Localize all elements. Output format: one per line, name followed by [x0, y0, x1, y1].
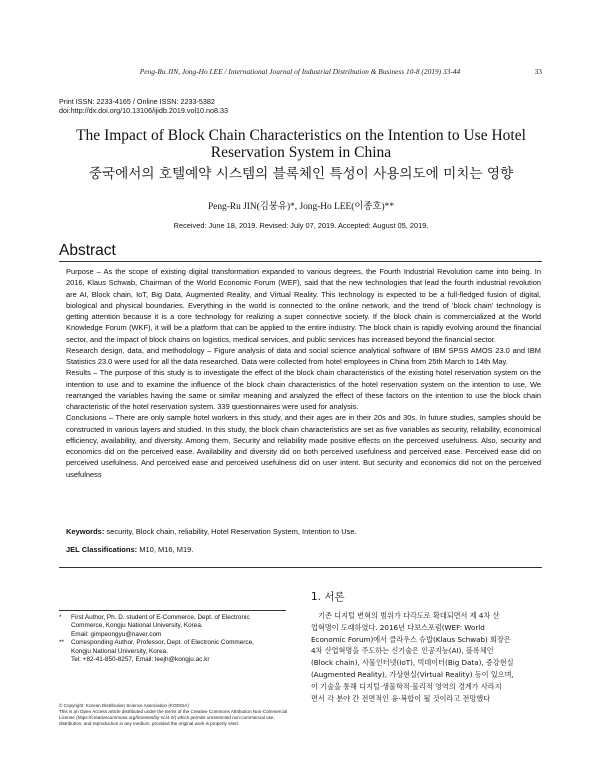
running-head	[0, 67, 600, 76]
footnote-marker: *	[59, 614, 62, 621]
body-line: Economic Forum)에서 클라우스 슈밥(Klaus Schwab) 회장은	[311, 634, 511, 644]
received-dates: Received: June 18, 2019. Revised: July 07, 2019. Accepted: August 05, 2019.	[173, 221, 429, 230]
footnote-contact: Tel: +82-41-850-8257, Email: leejh@kongju.ac.kr	[71, 656, 210, 664]
issn-line: Print ISSN: 2233-4165 / Online ISSN: 2233-5382	[59, 97, 215, 106]
body-line: (Augmented Reality), 가상현실(Virtual Reality) 등이 있으며,	[311, 669, 514, 679]
footnote-line: Commerce, Kongju National University, Korea.	[71, 622, 203, 630]
footnote-first-author	[59, 614, 289, 639]
body-line: 면서 각 분야 간 전면적인 융·복합이 될 것이라고 전망했다	[311, 693, 491, 703]
jel-classifications	[66, 545, 541, 555]
abstract-body	[66, 266, 541, 480]
body-line: (Block chain), 사물인터넷(IoT), 빅데이터(Big Data), 증강현실	[311, 658, 514, 668]
footnote-corresponding-author	[59, 639, 289, 664]
body-line: 기존 디지털 변혁의 범위가 다각도로 확대되면서 제 4차 산	[311, 611, 500, 620]
license-text: This is an Open Access article distributed under the terms of the Creative Commons Attribution Non-Commercial License (https://creativecommons.org/licenses/by-nc/4.0/) which permits unrestricted non-commercial use, distribution, and reproduction in any medium, provided the original work is properly cited.	[59, 709, 288, 727]
body-line: 4차 산업혁명을 주도하는 신기술은 인공지능(AI), 블록체인	[311, 646, 494, 656]
abstract-method: Research design, data, and methodology – Figure analysis of data and social science analytical software of IBM SPSS AMOS 23.0 and IBM Statistics 23.0 were used for all the data researched. Data were collected from hotel employees in China from 25th March to 14th May.	[66, 345, 541, 366]
copyright-notice	[59, 703, 291, 727]
keywords-text: security, Block chain, reliability, Hotel Reservation System, Intention to Use.	[104, 527, 357, 536]
footnote-line: Corresponding Author, Professor, Dept. of Electronic Commerce,	[71, 639, 254, 647]
footnote-email: Email: gimpeongyu@naver.com	[71, 630, 162, 638]
footnotes	[59, 614, 289, 664]
section-heading: 1. 서론	[311, 591, 345, 603]
abstract-purpose: Purpose – As the scope of existing digital transformation expanded to various degrees, the Fourth Industrial Revolution came into being. In 2016, Klaus Schwab, Chairman of the World Economic Forum (WEF), said that the new technologies that lead the fourth industrial revolution are AI, Block chain, IoT, Big Data, Augmented Reality, and Virtual Reality. This technology is expected to be a full-fledged fusion of digital, biological and physical boundaries. Everything in the world is connected to the online network, and the trend of 'block chain' technology is getting attention because it is a core technology for realizing a super connective society. If the block chain is commercialized at the World Knowledge Forum (WKF), it will be a platform that can be applied to the entire industry. The block chain is rapidly evolving around the financial sector, and the impact of block chains on logistics, medical services, and public services has increased beyond the financial sector.	[66, 267, 541, 344]
authors-line: Peng-Ru JIN(김붕유)*, Jong-Ho LEE(이종호)**	[207, 202, 395, 212]
title-korean: 중국에서의 호텔예약 시스템의 블록체인 특성이 사용의도에 미치는 영향	[88, 166, 514, 182]
footnote-line: First Author, Ph. D. student of E-Commerce, Dept. of Electronic	[71, 614, 250, 621]
body-line: 이 기술을 통해 디지털·생물학적·물리적 영역의 경계가 사라지	[311, 681, 502, 691]
abstract-bottom-rule	[59, 567, 542, 568]
doi-line: doi:http://dx.doi.org/10.13106/ijidb.2019.vol10.no8.33	[59, 106, 229, 115]
abstract-conclusions: Conclusions – There are only sample hotel workers in this study, and their ages are in their 20s and 30s. In future studies, samples should be constructed in various layers and studied. In this study, the block chain characteristics are set as five variables as security, reliability, economical efficiency, availability, and diversity. Among them, Security and reliability made positive effects on the perceived usefulness. Also, security and economics did on the perceived ease. Availability and diversity did on both perceived usefulness and perceived ease. Perceived ease did on perceived usefulness. And perceived ease and perceived usefulness did on user intent. But security and economics did not on the perceived usefulness	[66, 413, 541, 479]
page-number: 33	[534, 67, 542, 76]
keywords	[66, 527, 541, 537]
jel-text: M10, M16, M19.	[137, 545, 194, 554]
abstract-heading: Abstract	[59, 242, 116, 259]
title-english	[60, 127, 542, 161]
abstract-top-rule	[59, 261, 542, 262]
running-head-text: Peng-Ru JIN, Jong-Ho LEE / International Journal of Industrial Distribution & Business 10-8 (2019) 33-44	[139, 67, 461, 76]
abstract-results: Results – The purpose of this study is to investigate the effect of the block chain characteristics of the existing hotel reservation system on the intention to use and to examine the influence of the block chain characteristics of the hotel reservation system on the intention to use, We rearranged the variables having the same or similar meaning and analyzed the effect of these factors on the intention to use the block chain characteristic of the hotel reservation system. 339 questionnaires were used for analysis.	[66, 368, 541, 411]
body-line: 업혁명이 도래하였다. 2016년 다보스포럼(WEF: World	[311, 622, 485, 632]
footnote-rule	[59, 610, 286, 611]
title-english-line-1: The Impact of Block Chain Characteristics on the Intention to Use Hotel	[76, 127, 526, 144]
title-english-line-2: Reservation System in China	[210, 144, 392, 161]
section-body	[311, 610, 542, 704]
copyright-line: © Copyright: Korean Distribution Science Association (KODISA)	[59, 703, 189, 708]
footnote-line: Kongju National University, Korea.	[71, 647, 168, 655]
jel-label: JEL Classifications:	[66, 545, 138, 554]
keywords-label: Keywords:	[66, 527, 105, 536]
issn-block	[59, 97, 228, 115]
footnote-marker: **	[59, 639, 64, 647]
